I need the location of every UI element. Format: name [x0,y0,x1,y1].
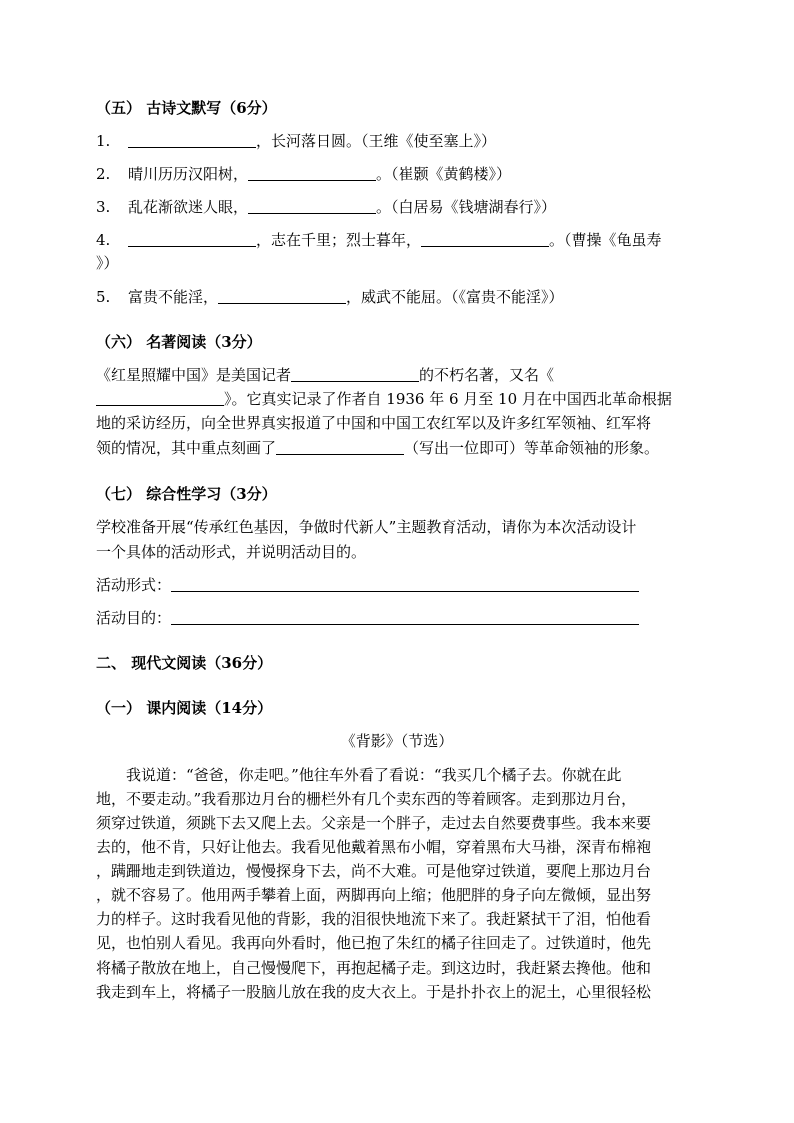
passage-title: 《背影》（节选） [340,732,454,750]
alt-title-blank[interactable] [96,390,224,406]
s6-text: 的不朽名著，又名《 [419,366,555,384]
passage-line: 见，也怕别人看见。我再向外看时，他已抱了朱红的橘子往回走了。过铁道时，他先 [96,934,652,952]
passage-line: ，蹒跚地走到铁道边，慢慢探身下去，尚不大难。可是他穿过铁道，要爬上那边月台 [96,862,652,880]
item-text: 。（白居易《钱塘湖春行》） [376,198,557,216]
passage-line: 力的样子。这时我看见他的背影，我的泪很快地流下来了。我赶紧拭干了泪，怕他看 [96,910,652,928]
item-text: 。（崔颢《黄鹤楼》） [376,165,512,183]
activity-purpose-label: 活动目的： [96,609,172,627]
poem-item-4-cont: 》） [96,254,119,272]
s7-line-1: 学校准备开展“传承红色基因，争做时代新人”主题教育活动，请你为本次活动设计 [96,518,637,536]
activity-purpose-row [96,608,639,628]
poem-item-2 [96,164,511,184]
passage-line: 去的，他不肯，只好让他去。我看见他戴着黑布小帽，穿着黑布大马褂，深青布棉袍 [96,838,652,856]
s6-line-1 [96,365,554,385]
item-number: 1. [96,132,111,150]
passage-line: 须穿过铁道，须跳下去又爬上去。父亲是一个胖子，走过去自然要费事些。我本来要 [96,814,652,832]
item-number: 4. [96,231,111,249]
passage-line: ，就不容易了。他用两手攀着上面，两脚再向上缩；他肥胖的身子向左微倾，显出努 [96,886,652,904]
section-5-title: （五） 古诗文默写（6分） [96,99,277,117]
answer-blank[interactable] [248,165,376,181]
answer-blank[interactable] [421,231,549,247]
poem-item-1 [96,131,496,151]
poem-item-3 [96,197,556,217]
s6-text: （写出一位即可）等革命领袖的形象。 [404,439,660,457]
s6-text: 》。它真实记录了作者自 1936 年 6 月至 10 月在中国西北革命根据 [224,390,672,408]
item-text: ，志在千里；烈士暮年， [256,231,422,249]
passage-line: 将橘子散放在地上，自己慢慢爬下，再抱起橘子走。到这边时，我赶紧去搀他。他和 [96,959,652,977]
answer-blank[interactable] [218,288,346,304]
s6-text: 领的情况，其中重点刻画了 [96,439,277,457]
item-text: 乱花渐欲迷人眼， [128,198,249,216]
item-number: 2. [96,165,111,183]
section-7-title: （七） 综合性学习（3分） [96,485,277,503]
s7-line-2: 一个具体的活动形式，并说明活动目的。 [96,543,367,561]
item-text: 。（曹操《龟虽寿 [549,231,662,249]
item-text: ，威武不能屈。（《富贵不能淫》） [346,288,564,306]
activity-form-label: 活动形式： [96,576,172,594]
leader-blank[interactable] [276,439,404,455]
item-text: 晴川历历汉阳树， [128,165,249,183]
passage-line: 地，不要走动。”我看那边月台的栅栏外有几个卖东西的等着顾客。走到那边月台， [96,790,637,808]
section-6-title: （六） 名著阅读（3分） [96,333,262,351]
passage-line: 我走到车上，将橘子一股脑儿放在我的皮大衣上。于是扑扑衣上的泥土，心里很轻松 [96,983,652,1001]
activity-form-blank[interactable] [171,576,639,592]
answer-blank[interactable] [128,132,256,148]
poem-item-4 [96,230,662,250]
poem-item-5 [96,287,564,307]
item-text: ，长河落日圆。（王维《使至塞上》） [256,132,497,150]
item-text: 富贵不能淫， [128,288,219,306]
part-2-title: 二、 现代文阅读（36分） [96,654,273,672]
passage-line: 我说道：“爸爸，你走吧。”他往车外看了看说：“我买几个橘子去。你就在此 [96,766,622,784]
s6-line-2 [96,389,672,409]
answer-blank[interactable] [248,198,376,214]
author-blank[interactable] [291,366,419,382]
activity-form-row [96,575,639,595]
s6-line-3: 地的采访经历，向全世界真实报道了中国和中国工农红军以及许多红军领袖、红军将 [96,414,652,432]
s6-text: 《红星照耀中国》是美国记者 [96,366,292,384]
item-number: 3. [96,198,111,216]
answer-blank[interactable] [128,231,256,247]
activity-purpose-blank[interactable] [171,609,639,625]
item-number: 5. [96,288,111,306]
subsection-1-title: （一） 课内阅读（14分） [96,699,273,717]
s6-line-4 [96,438,659,458]
